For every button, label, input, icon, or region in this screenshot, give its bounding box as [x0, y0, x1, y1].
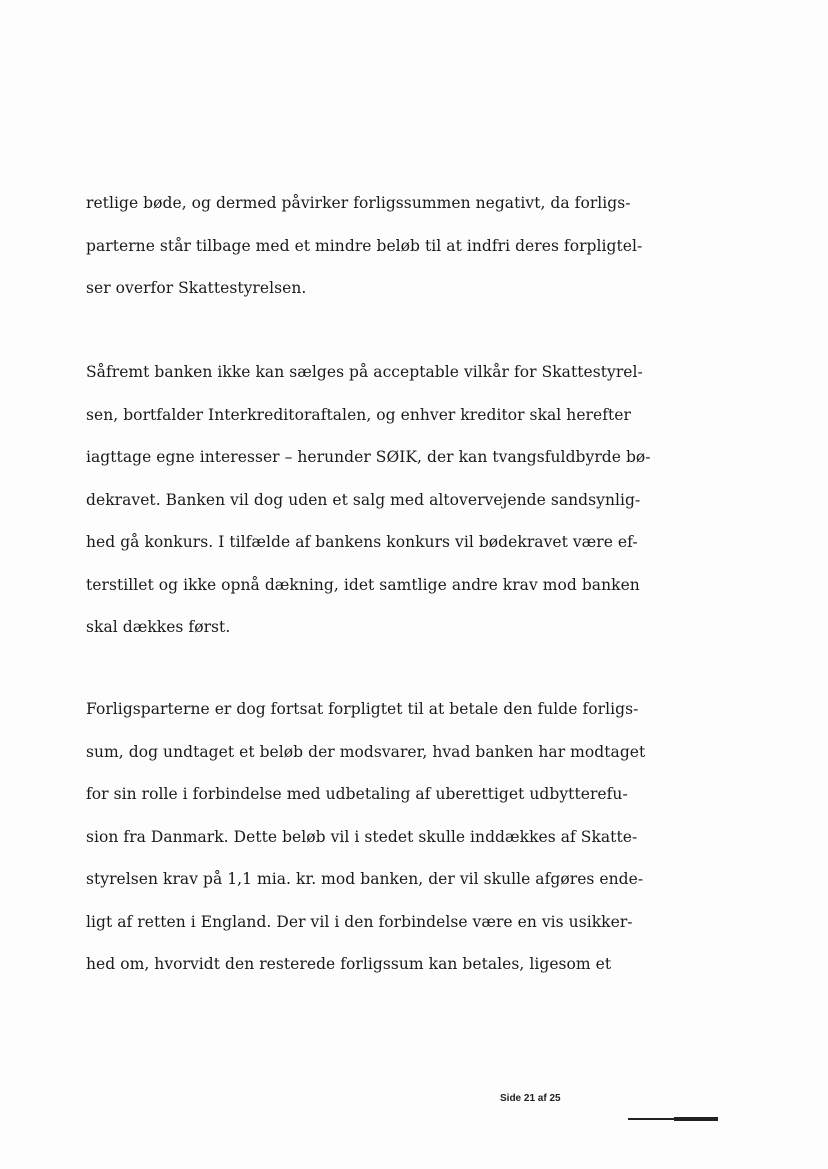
text-line: sum, dog undtaget et beløb der modsvarer, hvad banken har modtaget: [86, 742, 646, 761]
text-line: Såfremt banken ikke kan sælges på acceptable vilkår for Skattestyrel-: [86, 363, 643, 381]
text-line: ligt af retten i England. Der vil i den forbindelse være en vis usikker-: [86, 912, 633, 931]
paragraph-2: [86, 362, 651, 660]
paragraph-3: [86, 699, 646, 997]
footer-rule-thick: [674, 1117, 718, 1121]
text-line: skal dækkes først.: [86, 618, 231, 636]
text-line: Forligsparterne er dog fortsat forpligtet til at betale den fulde forligs-: [86, 700, 639, 718]
text-line: retlige bøde, og dermed påvirker forligssummen negativt, da forligs-: [86, 194, 631, 212]
text-line: sion fra Danmark. Dette beløb vil i stedet skulle inddækkes af Skatte-: [86, 827, 638, 846]
text-line: terstillet og ikke opnå dækning, idet samtlige andre krav mod banken: [86, 575, 640, 594]
text-line: dekravet. Banken vil dog uden et salg med altovervejende sandsynlig-: [86, 490, 641, 509]
text-line: ser overfor Skattestyrelsen.: [86, 279, 307, 297]
footer-rule: [628, 1117, 718, 1120]
page-number: Side 21 af 25: [500, 1093, 561, 1104]
text-line: hed gå konkurs. I tilfælde af bankens konkurs vil bødekravet være ef-: [86, 533, 638, 551]
text-line: styrelsen krav på 1,1 mia. kr. mod banken, der vil skulle afgøres ende-: [86, 870, 644, 888]
footer-rule-thin: [628, 1118, 676, 1120]
paragraph-1: [86, 193, 643, 321]
text-line: hed om, hvorvidt den resterede forligssum kan betales, ligesom et: [86, 955, 612, 973]
text-line: iagttage egne interesser – herunder SØIK, der kan tvangsfuldbyrde bø-: [86, 448, 651, 466]
text-line: sen, bortfalder Interkreditoraftalen, og enhver kreditor skal herefter: [86, 405, 631, 424]
text-line: for sin rolle i forbindelse med udbetaling af uberettiget udbytterefu-: [86, 785, 628, 803]
text-line: parterne står tilbage med et mindre beløb til at indfri deres forpligtel-: [86, 236, 643, 255]
